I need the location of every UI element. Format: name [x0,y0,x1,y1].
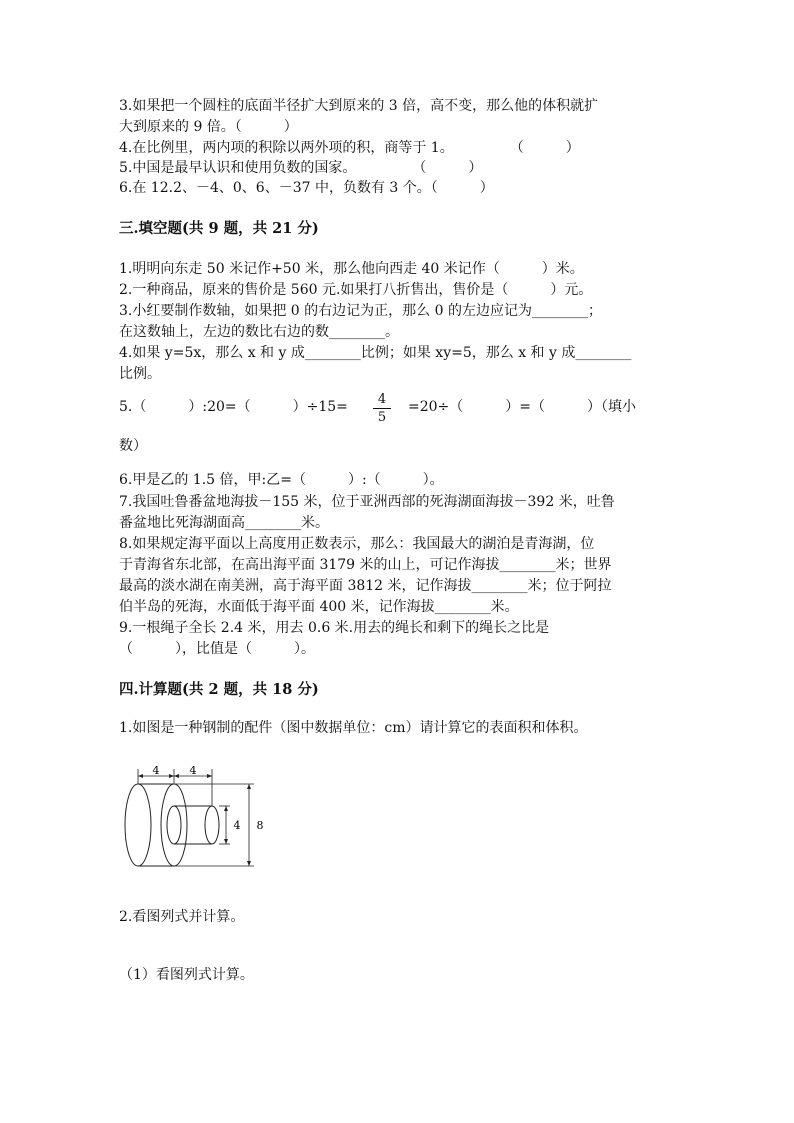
inner-cylinder-left-end [167,806,181,844]
fill-q8-line3: 最高的淡水湖在南美洲，高于海平面 3812 米，记作海拔________米；位于阿拉 [119,578,612,594]
fraction-denominator: 5 [377,410,387,425]
section3-heading: 三.填空题(共 9 题，共 21 分) [119,220,319,237]
fill-q4-line2: 比例。 [119,366,161,382]
calc-q2-sub1: （1）看图列式计算。 [119,967,254,983]
fill-q1: 1.明明向东走 50 米记作+50 米，那么他向西走 40 米记作（ ）米。 [119,261,584,277]
fill-q8-line2: 于青海省东北部，在高出海平面 3179 米的山上，可记作海拔________米；世界 [119,557,612,573]
fill-q6: 6.甲是乙的 1.5 倍，甲:乙=（ ）:（ ）。 [119,472,444,488]
fraction-numerator: 4 [377,392,387,407]
fill-q7-line1: 7.我国吐鲁番盆地海拔－155 米，位于亚洲西部的死海湖面海拔－392 米，吐鲁 [119,494,615,510]
fill-q5-tail: 数） [119,438,147,454]
fraction-bar [373,408,391,409]
fill-q8-line4: 伯半岛的死海，水面低于海平面 400 米，记作海拔________米。 [119,599,519,615]
fill-q3-line1: 3.小红要制作数轴，如果把 0 的右边记为正，那么 0 的左边应记为________； [119,303,602,319]
judge-q5: 5.中国是最早认识和使用负数的国家。 （ ） [119,160,483,176]
calc-q1: 1.如图是一种钢制的配件（图中数据单位：cm）请计算它的表面积和体积。 [119,720,588,736]
fill-q5-left: 5.（ ）:20=（ ）÷15= [119,399,348,415]
fill-q5-right: =20÷（ ）=（ ）（填小 [408,399,637,415]
fill-q4-line1: 4.如果 y=5x，那么 x 和 y 成________比例；如果 xy=5，那么 x 和 y 成________ [119,345,632,361]
fill-q9-line1: 9.一根绳子全长 2.4 米，用去 0.6 米.用去的绳长和剩下的绳长之比是 [119,620,550,636]
judge-q3-line1: 3.如果把一个圆柱的底面半径扩大到原来的 3 倍，高不变，那么他的体积就扩 [119,98,599,114]
fill-q3-line2: 在这数轴上，左边的数比右边的数________。 [119,324,399,340]
judge-q6: 6.在 12.2、－4、0、6、－37 中，负数有 3 个。（ ） [119,180,494,196]
judge-q4: 4.在比例里，两内项的积除以两外项的积，商等于 1。 （ ） [119,140,580,156]
inner-cylinder-right-end [205,806,219,844]
fraction-four-fifths [373,392,391,425]
dim-label-top-right: 4 [189,766,197,777]
dim-label-inner: 4 [233,819,241,832]
section4-heading: 四.计算题(共 2 题，共 18 分) [119,681,319,698]
fill-q7-line2: 番盆地比死海湖面高________米。 [119,515,329,531]
calc-q2: 2.看图列式并计算。 [119,909,245,925]
fill-q8-line1: 8.如果规定海平面以上高度用正数表示，那么：我国最大的湖泊是青海湖，位 [119,536,595,552]
dim-label-outer: 8 [256,819,264,832]
fill-q2: 2.一种商品，原来的售价是 560 元.如果打八折售出，售价是（ ）元。 [119,282,593,298]
judge-q3-line2: 大到原来的 9 倍。（ ） [119,119,298,135]
fill-q9-line2: （ ），比值是（ ）。 [119,641,315,657]
dim-label-top-left: 4 [152,766,160,777]
steel-part-diagram [118,766,278,876]
outer-cylinder-left-end [125,784,151,866]
